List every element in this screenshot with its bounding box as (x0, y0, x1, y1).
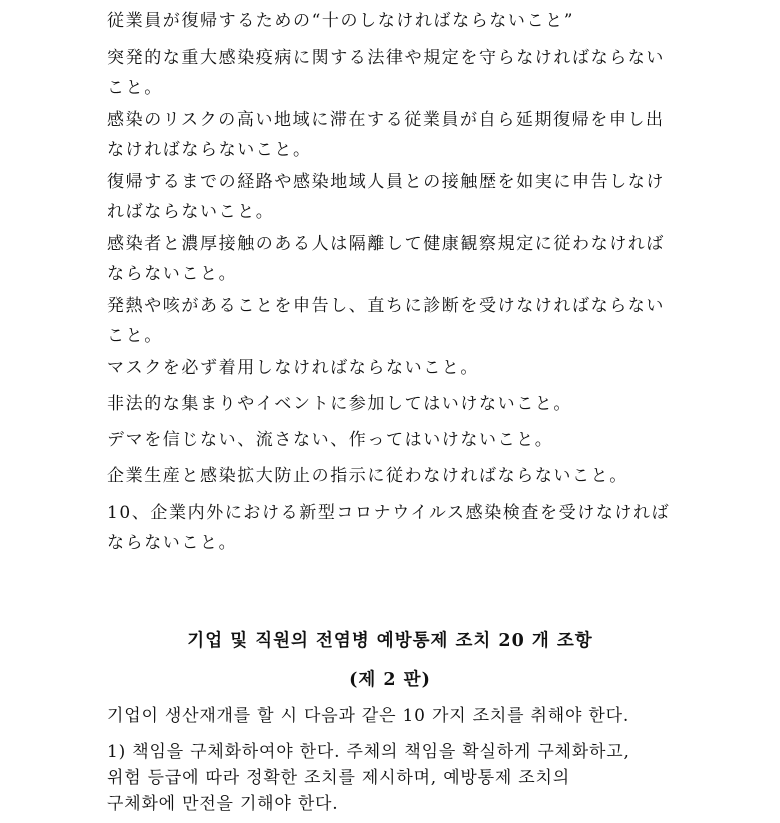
korean-item-line: 1) 책임을 구체화하여야 한다. 주체의 책임을 확실하게 구체화하고, (107, 742, 630, 762)
korean-item-line: 구체화에 만전을 기해야 한다. (107, 794, 339, 814)
list-item: 感染者と濃厚接触のある人は隔離して健康観察規定に従わなければならないこと。 (107, 234, 665, 284)
list-item: 10、企業内外における新型コロナウイルス感染検査を受けなければならないこと。 (107, 503, 671, 553)
korean-intro: 기업이 생산재개를 할 시 다음과 같은 10 가지 조치를 취해야 한다. (107, 706, 630, 726)
list-item: 突発的な重大感染疫病に関する法律や規定を守らなければならないこと。 (107, 48, 665, 98)
japanese-heading: 従業員が復帰するための“十のしなければならないこと” (107, 11, 574, 31)
korean-title: 기업 및 직원의 전염병 예방통제 조치 20 개 조항 (187, 631, 593, 651)
list-item: 復帰するまでの経路や感染地域人員との接触歴を如実に申告しなければならないこと。 (107, 172, 665, 222)
list-item: デマを信じない、流さない、作ってはいけないこと。 (107, 430, 554, 450)
list-item: 発熱や咳があることを申告し、直ちに診断を受けなければならないこと。 (107, 296, 665, 346)
korean-item-line: 위험 등급에 따라 정확한 조치를 제시하며, 예방통제 조치의 (107, 768, 570, 788)
list-item: 企業生産と感染拡大防止の指示に従わなければならないこと。 (107, 466, 628, 486)
list-item: 感染のリスクの高い地域に滞在する従業員が自ら延期復帰を申し出なければならないこと。 (107, 110, 665, 160)
list-item: マスクを必ず着用しなければならないこと。 (107, 358, 479, 378)
list-item: 非法的な集まりやイベントに参加してはいけないこと。 (107, 394, 572, 414)
korean-edition: (제 2 판) (349, 670, 431, 690)
